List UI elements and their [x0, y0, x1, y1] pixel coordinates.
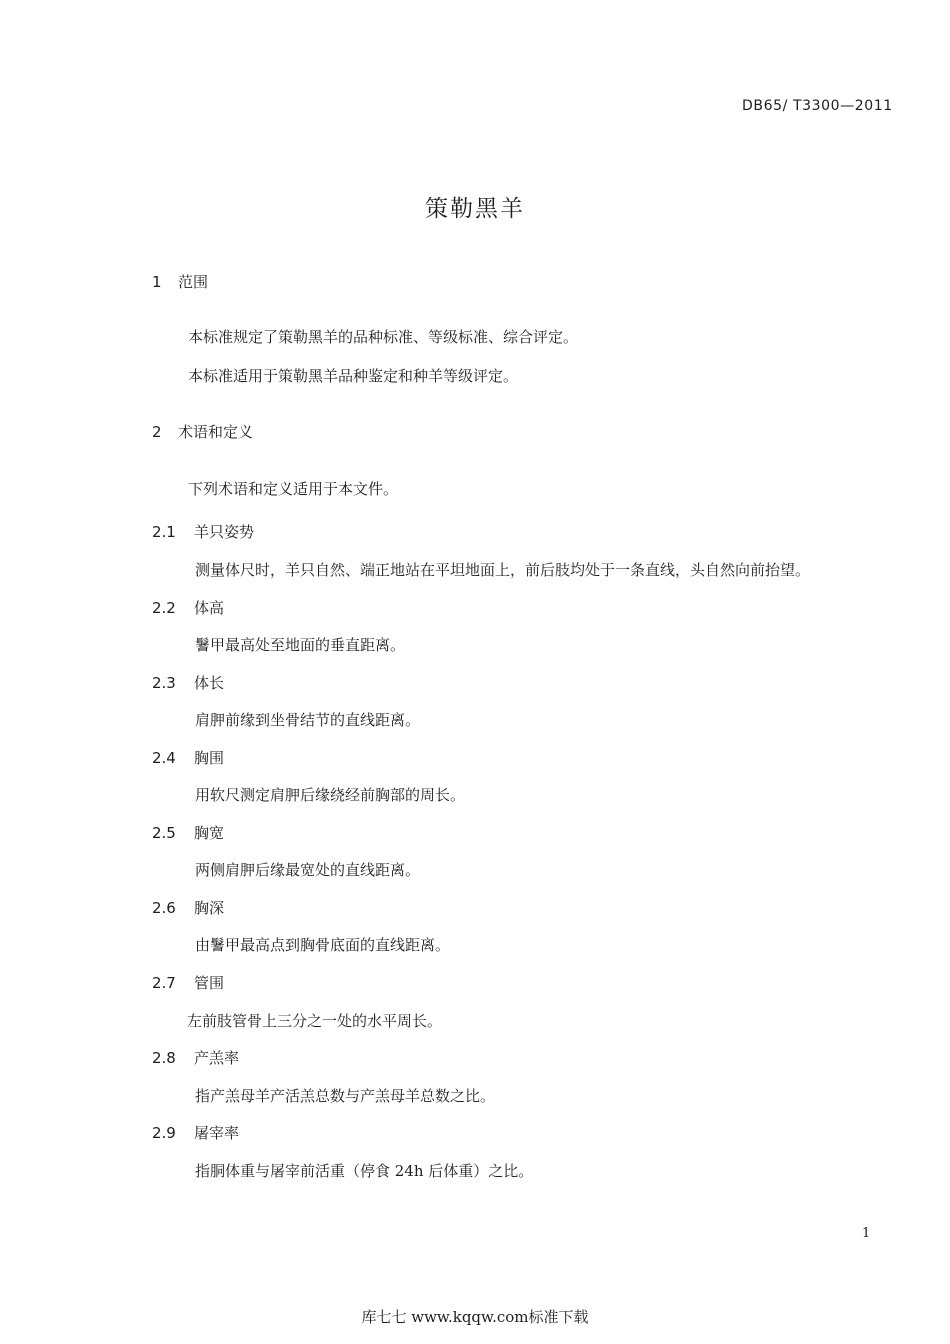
term-heading	[152, 897, 224, 918]
term-number: 2.6	[152, 899, 176, 917]
term-number: 2.3	[152, 674, 176, 692]
term-definition: 由鬐甲最高点到胸骨底面的直线距离。	[195, 936, 451, 954]
section-title: 范围	[178, 273, 209, 291]
term-title: 胸深	[194, 899, 225, 917]
document-title: 策勒黑羊	[425, 196, 525, 222]
term-definition: 测量体尺时，羊只自然、端正地站在平坦地面上，前后肢均处于一条直线，头自然向前抬望。	[195, 561, 811, 579]
term-heading	[152, 747, 224, 768]
term-definition: 肩胛前缘到坐骨结节的直线距离。	[195, 711, 421, 729]
term-title: 胸围	[194, 749, 225, 767]
section-number: 2	[152, 423, 162, 441]
section-heading-scope	[152, 271, 208, 292]
term-heading	[152, 521, 254, 542]
term-heading	[152, 1047, 239, 1068]
term-heading	[152, 1122, 239, 1143]
paragraph: 下列术语和定义适用于本文件。	[188, 480, 399, 498]
term-definition: 指产羔母羊产活羔总数与产羔母羊总数之比。	[195, 1087, 496, 1105]
term-title: 屠宰率	[194, 1124, 240, 1142]
term-title: 产羔率	[194, 1049, 240, 1067]
term-definition: 两侧肩胛后缘最宽处的直线距离。	[195, 861, 421, 879]
term-definition: 用软尺测定肩胛后缘绕经前胸部的周长。	[195, 786, 466, 804]
term-number: 2.1	[152, 523, 176, 541]
section-title: 术语和定义	[178, 423, 254, 441]
term-definition: 指胴体重与屠宰前活重（停食 24h 后体重）之比。	[195, 1162, 534, 1180]
term-definition: 鬐甲最高处至地面的垂直距离。	[195, 636, 406, 654]
term-number: 2.8	[152, 1049, 176, 1067]
term-title: 体高	[194, 599, 225, 617]
footer-watermark: 库七七 www.kqqw.com标准下载	[361, 1308, 589, 1326]
term-title: 体长	[194, 674, 225, 692]
term-number: 2.2	[152, 599, 176, 617]
term-number: 2.5	[152, 824, 176, 842]
term-definition: 左前肢管骨上三分之一处的水平周长。	[187, 1012, 443, 1030]
term-number: 2.9	[152, 1124, 176, 1142]
term-title: 胸宽	[194, 824, 225, 842]
term-heading	[152, 597, 224, 618]
term-heading	[152, 672, 224, 693]
term-heading	[152, 822, 224, 843]
section-heading-terms	[152, 421, 253, 442]
standard-code: DB65/ T3300—2011	[742, 98, 893, 114]
term-number: 2.7	[152, 974, 176, 992]
term-title: 羊只姿势	[194, 523, 255, 541]
paragraph: 本标准适用于策勒黑羊品种鉴定和种羊等级评定。	[188, 367, 519, 385]
term-title: 管围	[194, 974, 225, 992]
page-number: 1	[862, 1226, 871, 1241]
term-heading	[152, 972, 224, 993]
term-number: 2.4	[152, 749, 176, 767]
paragraph: 本标准规定了策勒黑羊的品种标准、等级标准、综合评定。	[188, 328, 579, 346]
section-number: 1	[152, 273, 162, 291]
